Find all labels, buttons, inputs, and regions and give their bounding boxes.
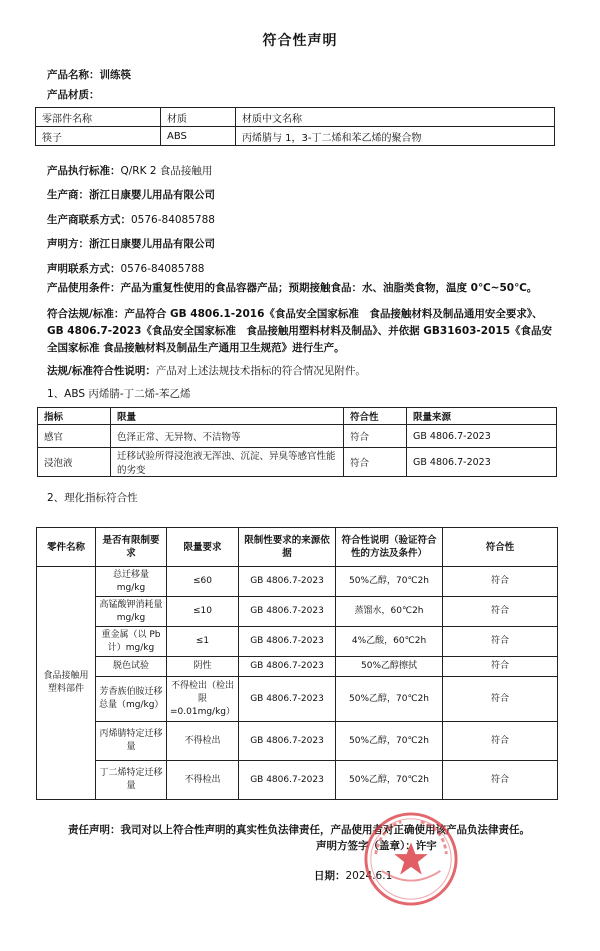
- table-cell: 色泽正常、无异物、不洁物等: [111, 425, 344, 448]
- date-value: 2024.6.1: [345, 870, 393, 882]
- standard-value: Q/RK 2 食品接触用: [120, 165, 213, 177]
- standard-label: 产品执行标准：: [47, 165, 121, 177]
- table-cell: GB 4806.7-2023: [239, 761, 336, 800]
- table-cell: GB 4806.7-2023: [239, 677, 336, 722]
- declarant-contact-row: [47, 261, 204, 276]
- declarant-contact-label: 声明联系方式：: [47, 263, 121, 275]
- maker-contact-row: [47, 212, 215, 227]
- header-cell: 零部件名称: [36, 108, 161, 127]
- compliance-desc-label: 法规/标准符合性说明：: [47, 365, 156, 377]
- table-header-row: [38, 408, 557, 425]
- table-cell: 不得检出（检出限=0.01mg/kg）: [167, 677, 239, 722]
- table-row: [38, 448, 557, 477]
- table-cell: 符合: [443, 627, 558, 657]
- declarant-contact-value: 0576-84085788: [120, 263, 205, 275]
- table-cell: 50%乙醇，70℃2h: [336, 567, 443, 597]
- usage-row: [47, 280, 537, 295]
- company-seal-icon: [362, 810, 460, 908]
- table-row: [37, 761, 558, 800]
- compliance-paragraph: [47, 306, 552, 357]
- table-cell: 感官: [38, 425, 111, 448]
- table-cell: 50%乙醇，70℃2h: [336, 677, 443, 722]
- table-cell: GB 4806.7-2023: [239, 597, 336, 627]
- table-cell: GB 4806.7-2023: [239, 567, 336, 597]
- table-cell: 50%乙醇擦拭: [336, 657, 443, 677]
- table-cell: GB 4806.7-2023: [239, 627, 336, 657]
- table-cell: GB 4806.7-2023: [239, 657, 336, 677]
- table-cell: ≤1: [167, 627, 239, 657]
- product-name-label: 产品名称：: [47, 69, 100, 81]
- table-cell: 符合: [443, 597, 558, 627]
- maker-label: 生产商：: [47, 189, 89, 201]
- responsibility-value: 我司对以上符合性声明的真实性负法律责任，产品使用者对正确使用该产品负法律责任。: [120, 824, 530, 836]
- material-table: [35, 107, 555, 146]
- responsibility-row: [68, 822, 530, 837]
- table-row: [37, 567, 558, 597]
- table-cell: 符合: [443, 722, 558, 761]
- table-cell: 4%乙酸，60℃2h: [336, 627, 443, 657]
- compliance-label: 符合法规/标准：: [47, 308, 125, 320]
- table-cell: 浸泡液: [38, 448, 111, 477]
- header-cell: 零件名称: [37, 528, 96, 567]
- table-cell: 重金属（以 Pb 计）mg/kg: [96, 627, 167, 657]
- compliance-desc-value: 产品对上述法规技术指标的符合情况见附件。: [155, 365, 366, 377]
- table-cell: 50%乙醇，70℃2h: [336, 722, 443, 761]
- table-cell: 符合: [443, 761, 558, 800]
- sensory-table: [37, 407, 557, 477]
- table-cell: 蒸馏水，60℃2h: [336, 597, 443, 627]
- product-name-value: 训练筷: [99, 69, 131, 81]
- header-cell: 限制性要求的来源依据: [239, 528, 336, 567]
- table-cell: ≤10: [167, 597, 239, 627]
- usage-value: 产品为重复性使用的食品容器产品；预期接触食品：水、油脂类食物，温度 0℃~50℃。: [120, 282, 538, 294]
- table-row: [37, 657, 558, 677]
- table-cell: 符合: [443, 657, 558, 677]
- section2-heading: 2、理化指标符合性: [47, 492, 138, 504]
- section1-heading: 1、ABS 丙烯腈-丁二烯-苯乙烯: [47, 388, 191, 400]
- header-cell: 符合性: [443, 528, 558, 567]
- signature-name: 许宇: [415, 840, 437, 852]
- table-cell: 脱色试验: [96, 657, 167, 677]
- maker-contact-value: 0576-84085788: [131, 214, 215, 226]
- product-material-label: 产品材质：: [47, 89, 100, 101]
- table-cell: 丁二烯特定迁移量: [96, 761, 167, 800]
- maker-value: 浙江日康婴儿用品有限公司: [89, 189, 215, 201]
- date-label: 日期：: [314, 870, 346, 882]
- table-row: [37, 627, 558, 657]
- table-cell: 不得检出: [167, 761, 239, 800]
- product-name-row: [47, 67, 131, 82]
- header-cell: 限量要求: [167, 528, 239, 567]
- header-cell: 指标: [38, 408, 111, 425]
- table-cell: GB 4806.7-2023: [239, 722, 336, 761]
- table-row: [38, 425, 557, 448]
- signature-label: 声明方签字（盖章）：: [316, 840, 416, 852]
- table-cell: 高锰酸钾消耗量 mg/kg: [96, 597, 167, 627]
- table-row: [36, 127, 555, 146]
- usage-label: 产品使用条件：: [47, 282, 121, 294]
- declarant-row: [47, 236, 215, 251]
- table-cell: 符合: [344, 448, 407, 477]
- table-cell: 丙烯腈与 1，3-丁二烯和苯乙烯的聚合物: [236, 127, 555, 146]
- declarant-value: 浙江日康婴儿用品有限公司: [89, 238, 215, 250]
- compliance-value: 产品符合 GB 4806.1-2016《食品安全国家标准 食品接触材料及制品通用安全要求》、GB 4806.7-2023《食品安全国家标准 食品接触用塑料材料及制品》、并依据 GB31603-2015《食品安全国家标准 食品接触材料及制品生产通用卫生规范》进行生产。: [47, 308, 553, 354]
- standard-row: [47, 163, 212, 178]
- header-cell: 限量: [111, 408, 344, 425]
- table-cell: 筷子: [36, 127, 161, 146]
- table-cell: 阴性: [167, 657, 239, 677]
- maker-contact-label: 生产商联系方式：: [47, 214, 131, 226]
- header-cell: 符合性: [344, 408, 407, 425]
- header-cell: 材质: [161, 108, 236, 127]
- table-row: [37, 597, 558, 627]
- header-cell: 限量来源: [407, 408, 557, 425]
- table-cell: ABS: [161, 127, 236, 146]
- table-cell: 符合: [344, 425, 407, 448]
- table-row: [37, 677, 558, 722]
- header-cell: 材质中文名称: [236, 108, 555, 127]
- table-cell: 迁移试验所得浸泡液无浑浊、沉淀、异臭等感官性能的劣变: [111, 448, 344, 477]
- table-cell: 芳香族伯胺迁移总量（mg/kg）: [96, 677, 167, 722]
- table-cell: 不得检出: [167, 722, 239, 761]
- table-cell: ≤60: [167, 567, 239, 597]
- table-cell: 符合: [443, 677, 558, 722]
- table-cell: GB 4806.7-2023: [407, 425, 557, 448]
- table-cell: GB 4806.7-2023: [407, 448, 557, 477]
- table-row: [37, 722, 558, 761]
- table-cell: 50%乙醇，70℃2h: [336, 761, 443, 800]
- table-cell: 丙烯腈特定迁移量: [96, 722, 167, 761]
- part-name-cell: 食品接触用塑料部件: [37, 567, 96, 800]
- table-cell: 符合: [443, 567, 558, 597]
- physicochemical-table: [36, 527, 558, 800]
- table-header-row: [36, 108, 555, 127]
- table-header-row: [37, 528, 558, 567]
- declarant-label: 声明方：: [47, 238, 89, 250]
- maker-row: [47, 187, 215, 202]
- table-cell: 总迁移量 mg/kg: [96, 567, 167, 597]
- responsibility-label: 责任声明：: [68, 824, 121, 836]
- compliance-desc-row: [47, 363, 366, 378]
- page-title: 符合性声明: [262, 33, 338, 49]
- header-cell: 符合性说明（验证符合性的方法及条件）: [336, 528, 443, 567]
- header-cell: 是否有限制要求: [96, 528, 167, 567]
